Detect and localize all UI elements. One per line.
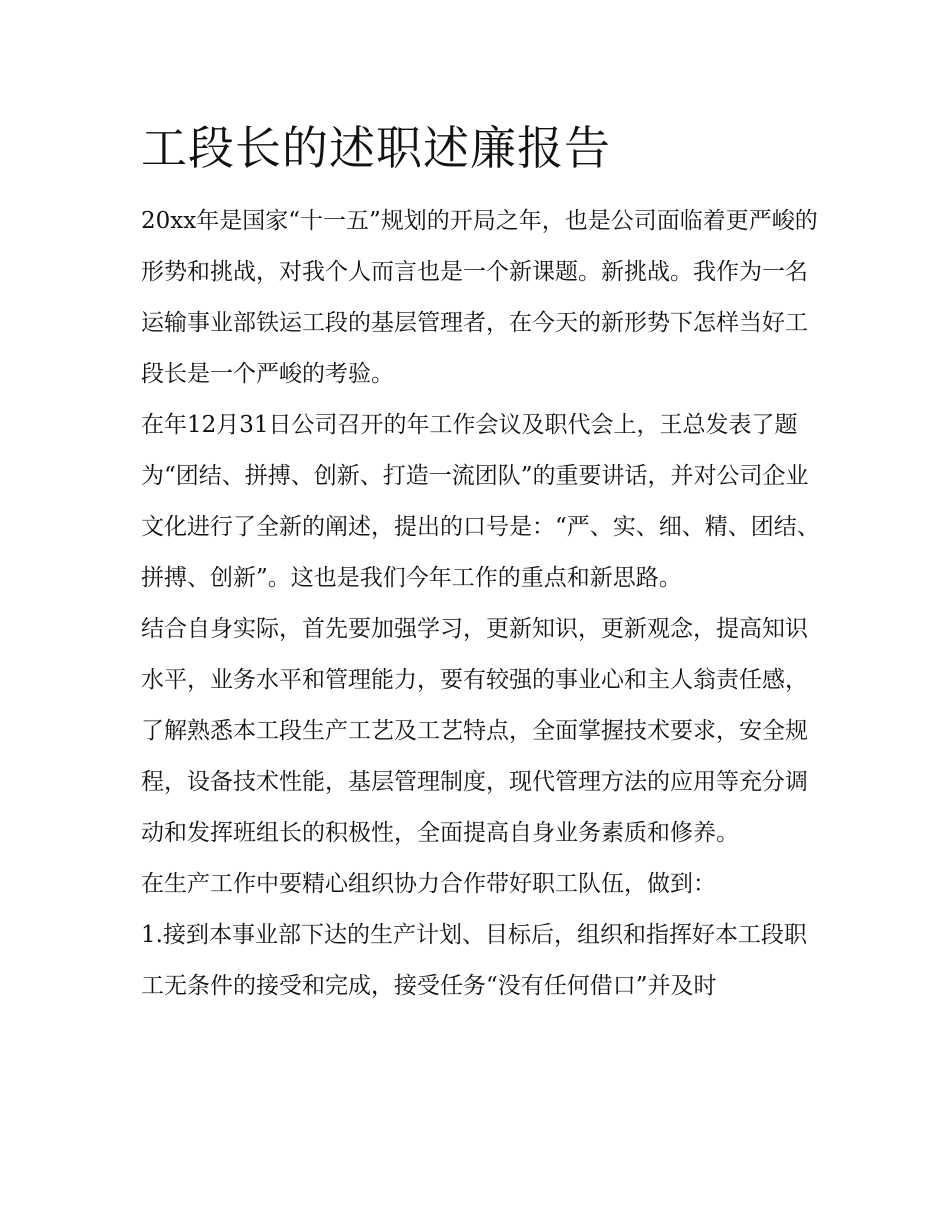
paragraph-meeting: 在年12月31日公司召开的年工作会议及职代会上，王总发表了题为“团结、拼搏、创新、打造一流团队”的重要讲话，并对公司企业文化进行了全新的阐述，提出的口号是：“严、实、细、精、团结、拼搏、创新”。这也是我们今年工作的重点和新思路。 bbox=[141, 412, 820, 591]
paragraph-self-study: 结合自身实际，首先要加强学习，更新知识，更新观念，提高知识水平，业务水平和管理能力，要有较强的事业心和主人翁责任感，了解熟悉本工段生产工艺及工艺特点，全面掌握技术要求，安全规程，设备技术性能，基层管理制度，现代管理方法的应用等充分调动和发挥班组长的积极性，全面提高自身业务素质和修养。 bbox=[141, 616, 808, 846]
paragraph-item-1: 1.接到本事业部下达的生产计划、目标后，组织和指挥好本工段职工无条件的接受和完成，接受任务“没有任何借口”并及时 bbox=[141, 922, 807, 999]
paragraph-production-lead: 在生产工作中要精心组织协力合作带好职工队伍，做到： bbox=[141, 871, 716, 897]
document-body bbox=[141, 118, 821, 1012]
document-title: 工段长的述职述廉报告 bbox=[141, 121, 611, 175]
paragraph-intro: 20xx年是国家“十一五”规划的开局之年，也是公司面临着更严峻的形势和挑战，对我个人而言也是一个新课题。新挑战。我作为一名运输事业部铁运工段的基层管理者，在今天的新形势下怎样当好工段长是一个严峻的考验。 bbox=[141, 208, 818, 387]
